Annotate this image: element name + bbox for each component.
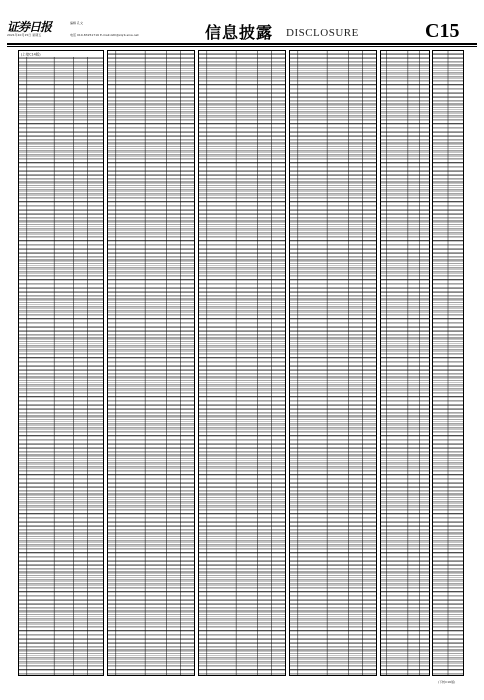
section-title-english: DISCLOSURE: [286, 27, 359, 39]
paper-logo: 证券日报: [7, 20, 52, 34]
disclosure-table-figure: [19, 51, 103, 675]
masthead-rule-thin: [7, 46, 477, 47]
disclosure-table-figure: [433, 51, 463, 675]
editor-line: 编辑 孔文: [70, 21, 83, 25]
disclosure-table-figure: [290, 51, 376, 675]
disclosure-table-figure: [199, 51, 285, 675]
table-column-2: [107, 50, 195, 676]
section-title: 信息披露: [205, 23, 274, 42]
masthead-rule: [7, 43, 477, 45]
continued-from-label: (上接C14版): [20, 52, 41, 57]
contact-line: 电话 010-83251716 E-mail:zzlll@zqrb.sina.net: [70, 33, 139, 37]
masthead: [0, 0, 484, 44]
table-column-4: [289, 50, 377, 676]
continued-on-label: (下转C16版): [438, 680, 456, 684]
edition-date: 2021年10月15日 星期五: [7, 33, 42, 37]
table-column-1: [18, 50, 104, 676]
page-number: C15: [425, 20, 460, 42]
table-column-3: [198, 50, 286, 676]
table-column-6: [432, 50, 464, 676]
table-column-5: [380, 50, 430, 676]
disclosure-table-figure: [108, 51, 194, 675]
disclosure-table-figure: [381, 51, 429, 675]
